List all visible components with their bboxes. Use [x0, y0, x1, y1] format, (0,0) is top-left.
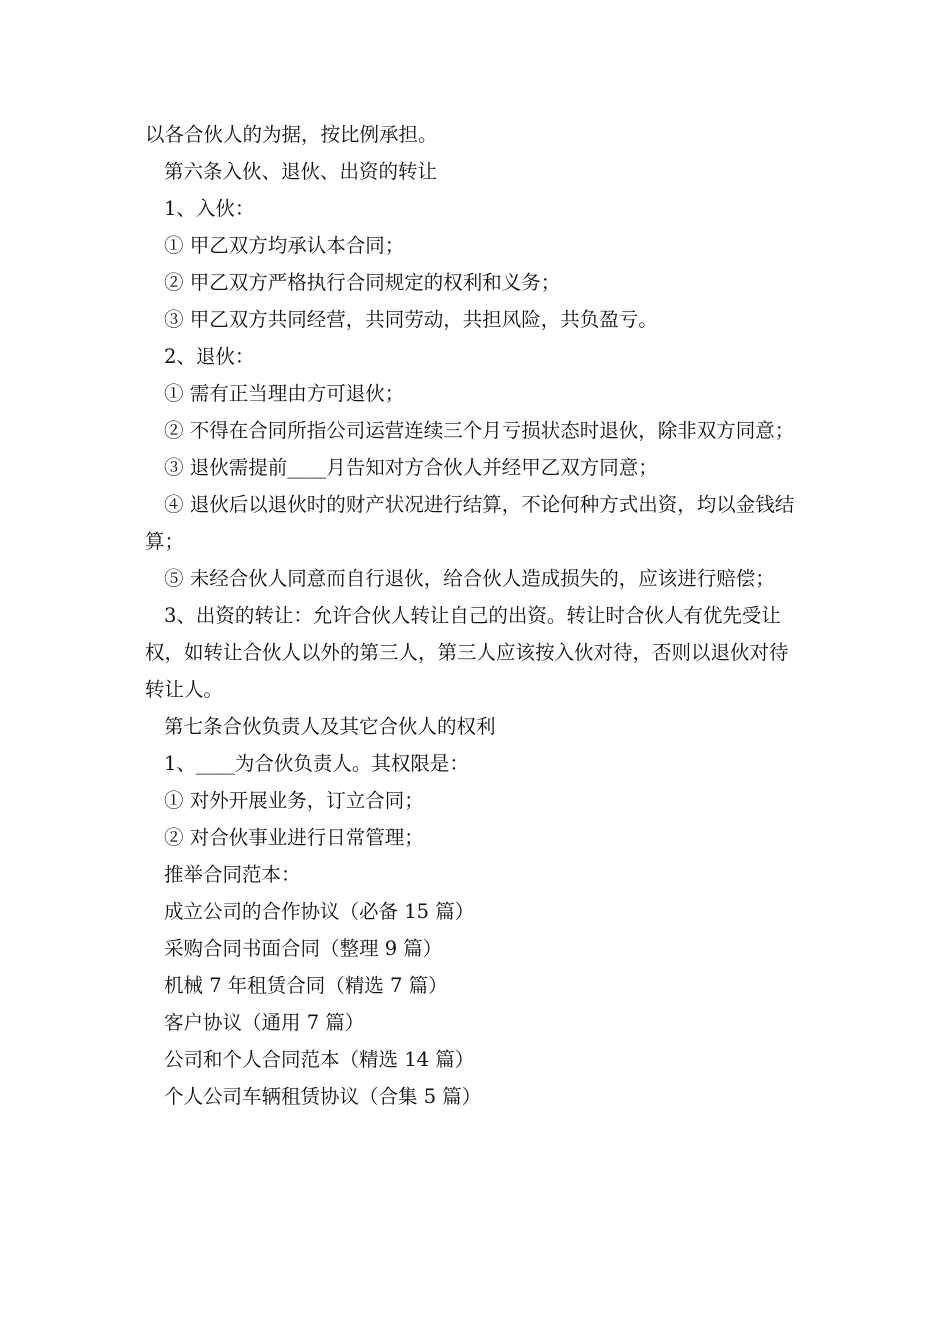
recommend-item: 成立公司的合作协议（必备 15 篇） [164, 900, 475, 923]
recommend-heading: 推举合同范本： [164, 863, 301, 886]
paragraph: ⑤ 未经合伙人同意而自行退伙，给合伙人造成损失的，应该进行赔偿； [164, 567, 775, 590]
paragraph: ① 甲乙双方均承认本合同； [164, 234, 405, 257]
recommend-item: 公司和个人合同范本（精选 14 篇） [164, 1048, 475, 1071]
paragraph: ④ 退伙后以退伙时的财产状况进行结算，不论何种方式出资，均以金钱结算； [145, 493, 795, 553]
paragraph: ① 对外开展业务，订立合同； [164, 789, 424, 812]
recommend-item: 客户协议（通用 7 篇） [164, 1011, 365, 1034]
document-body [145, 116, 807, 1115]
paragraph: 3、出资的转让：允许合伙人转让自己的出资。转让时合伙人有优先受让权，如转让合伙人以外的第三人，第三人应该按入伙对待，否则以退伙对待转让人。 [145, 604, 789, 701]
paragraph: ③ 甲乙双方共同经营，共同劳动，共担风险，共负盈亏。 [164, 308, 658, 331]
paragraph: ② 对合伙事业进行日常管理； [164, 826, 424, 849]
paragraph: ③ 退伙需提前____月告知对方合伙人并经甲乙双方同意； [164, 456, 658, 479]
paragraph: ② 甲乙双方严格执行合同规定的权利和义务； [164, 271, 561, 294]
paragraph: 1、入伙： [164, 197, 255, 220]
paragraph: 1、____为合伙负责人。其权限是： [164, 752, 469, 775]
paragraph: 2、退伙： [164, 345, 255, 368]
paragraph: ① 需有正当理由方可退伙； [164, 382, 405, 405]
recommend-item: 采购合同书面合同（整理 9 篇） [164, 937, 443, 960]
paragraph: 以各合伙人的为据，按比例承担。 [145, 123, 438, 146]
section-heading-6: 第六条入伙、退伙、出资的转让 [164, 160, 438, 183]
section-heading-7: 第七条合伙负责人及其它合伙人的权利 [164, 715, 496, 738]
recommend-item: 机械 7 年租赁合同（精选 7 篇） [164, 974, 448, 997]
recommend-item: 个人公司车辆租赁协议（合集 5 篇） [164, 1085, 482, 1108]
paragraph: ② 不得在合同所指公司运营连续三个月亏损状态时退伙，除非双方同意； [164, 419, 795, 442]
